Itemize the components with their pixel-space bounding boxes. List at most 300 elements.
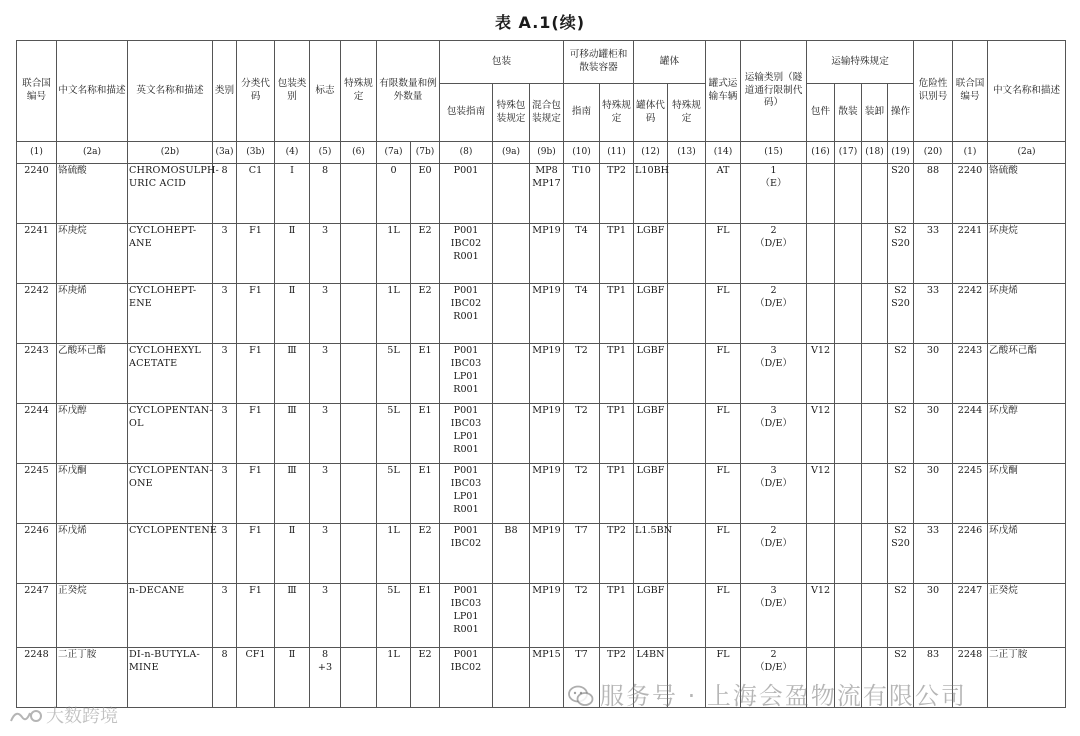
cell-ts-operation-line: S2 [894,345,907,356]
cell-name-cn-right: 环庚烷 [988,224,1066,284]
cell-pt-special: TP1 [600,284,634,344]
cell-hazard-id: 83 [914,648,953,708]
table-row [17,344,1066,404]
cell-packing-group: Ⅲ [275,404,310,464]
cell-name-en-line: ACETATE [129,357,178,369]
cell-pt-instr: T7 [564,648,600,708]
cell-transport-cat-line: 2 [770,225,777,236]
cell-pack-instr-line: IBC03 [450,357,482,369]
column-number: (9a) [493,142,530,164]
column-number: (16) [807,142,835,164]
cell-hazard-id: 33 [914,224,953,284]
cell-name-cn: 正癸烷 [57,584,128,648]
hdr-mixed-pack: 混合包装规定 [530,84,564,142]
cell-transport-cat [741,284,807,344]
cell-tank-special [668,464,706,524]
cell-ts-loading [862,344,888,404]
column-number: (17) [835,142,862,164]
cell-labels [310,648,341,708]
cell-pack-instr-line: R001 [453,503,479,515]
cell-pack-instr [440,224,493,284]
hdr-special-prov: 特殊规定 [341,41,377,142]
cell-name-en-line: CYCLOPENTAN- [129,465,213,476]
table-row [17,584,1066,648]
cell-tank-code: LGBF [634,284,668,344]
brand-logo-icon [8,707,46,725]
cell-name-en-line: URIC ACID [129,177,187,189]
cell-name-en [128,584,213,648]
cell-ts-package [807,224,835,284]
column-number: (7b) [411,142,440,164]
column-number: (2b) [128,142,213,164]
cell-pt-instr: T7 [564,524,600,584]
cell-name-cn-right: 环戊醇 [988,404,1066,464]
hdr-un-no-right: 联合国编号 [953,41,988,142]
hdr-class-code: 分类代码 [237,41,275,142]
cell-transport-cat [741,164,807,224]
column-number-row [17,142,1066,164]
cell-ts-operation-line: S2 [894,405,907,416]
cell-vehicle: AT [706,164,741,224]
watermark-publisher-text: 服务号 · 上海会盈物流有限公司 [600,682,967,710]
watermark-publisher [568,676,967,711]
cell-name-en-line: OL [129,417,144,429]
column-number: (11) [600,142,634,164]
cell-pack-instr-line: P001 [453,345,479,356]
cell-hazard-id: 30 [914,344,953,404]
cell-labels-line: 3 [321,285,329,296]
cell-mixed-pack-line: MP19 [532,345,561,356]
cell-pack-special [493,344,530,404]
cell-pack-instr [440,648,493,708]
cell-transport-cat [741,584,807,648]
cell-excepted-qty: E2 [411,284,440,344]
cell-ts-operation [888,524,914,584]
cell-un-no-right: 2247 [953,584,988,648]
cell-tank-code: LGBF [634,344,668,404]
column-number: (8) [440,142,493,164]
cell-un-no-right: 2246 [953,524,988,584]
cell-hazard-id: 88 [914,164,953,224]
cell-labels-line: 3 [321,465,329,476]
cell-excepted-qty: E0 [411,164,440,224]
cell-limited-qty: 1L [377,648,411,708]
cell-ts-operation-line: S20 [891,237,910,249]
cell-un-no: 2243 [17,344,57,404]
cell-mixed-pack [530,584,564,648]
cell-un-no: 2244 [17,404,57,464]
hdr-name-en: 英文名称和描述 [128,41,213,142]
cell-mixed-pack-line: MP19 [532,585,561,596]
cell-ts-package [807,524,835,584]
cell-name-cn-right: 环戊烯 [988,524,1066,584]
cell-ts-operation-line: S2 [894,649,907,660]
cell-special-prov [341,524,377,584]
cell-pack-special: B8 [493,524,530,584]
watermark-brand-text: 大数跨境 [46,706,118,727]
cell-labels [310,464,341,524]
cell-mixed-pack [530,464,564,524]
hdr-name-cn-right: 中文名称和描述 [988,41,1066,142]
cell-class-code: F1 [237,524,275,584]
cell-tank-code: LGBF [634,404,668,464]
cell-ts-bulk [835,584,862,648]
cell-ts-bulk [835,164,862,224]
cell-ts-bulk [835,344,862,404]
cell-transport-cat-line: （D/E） [754,477,793,489]
cell-limited-qty: 5L [377,344,411,404]
hdr-ts-loading: 装卸 [862,84,888,142]
cell-tank-special [668,224,706,284]
cell-ts-operation-line: S20 [891,165,910,176]
cell-pack-instr [440,584,493,648]
hdr-pack-special: 特殊包装规定 [493,84,530,142]
cell-pt-instr: T4 [564,284,600,344]
cell-tank-code: LGBF [634,584,668,648]
cell-pack-instr-line: P001 [453,649,479,660]
cell-un-no-right: 2244 [953,404,988,464]
cell-name-cn: 乙酸环己酯 [57,344,128,404]
cell-pack-special [493,404,530,464]
cell-labels [310,164,341,224]
hdr-packing-group: 包装类别 [275,41,310,142]
hdr-pt-special: 特殊规定 [600,84,634,142]
column-number: (1) [953,142,988,164]
cell-limited-qty: 1L [377,284,411,344]
cell-ts-operation [888,584,914,648]
cell-pt-special: TP2 [600,164,634,224]
cell-tank-code: LGBF [634,224,668,284]
cell-mixed-pack [530,284,564,344]
cell-name-en [128,164,219,224]
cell-hazard-id: 33 [914,284,953,344]
table-row [17,224,1066,284]
cell-limited-qty: 1L [377,224,411,284]
cell-limited-qty: 5L [377,464,411,524]
cell-pack-instr-line: R001 [453,623,479,635]
cell-name-en-line: CYCLOHEPT- [129,225,197,236]
cell-tank-special [668,584,706,648]
cell-name-en-line: ANE [129,237,152,249]
cell-pack-instr-line: IBC03 [450,597,482,609]
cell-name-cn: 环戊酮 [57,464,128,524]
cell-hazard-id: 33 [914,524,953,584]
cell-un-no-right: 2243 [953,344,988,404]
cell-ts-package: V12 [807,464,835,524]
cell-pack-instr [440,404,493,464]
cell-un-no-right: 2245 [953,464,988,524]
cell-labels [310,224,341,284]
cell-vehicle: FL [706,224,741,284]
cell-mixed-pack-line: MP19 [532,405,561,416]
cell-name-en-line: CYCLOPENTENE [129,525,218,536]
cell-pack-instr [440,464,493,524]
table-row [17,404,1066,464]
cell-ts-loading [862,224,888,284]
cell-pack-instr-line: P001 [453,585,479,596]
hdr-tank-special: 特殊规定 [668,84,706,142]
cell-excepted-qty: E1 [411,404,440,464]
cell-pt-special: TP2 [600,524,634,584]
cell-special-prov [341,164,377,224]
cell-un-no: 2246 [17,524,57,584]
cell-mixed-pack-line: MP15 [532,649,561,660]
cell-name-en [128,284,213,344]
cell-un-no-right: 2242 [953,284,988,344]
cell-transport-cat-line: 2 [770,649,777,660]
hdr-tank-code: 罐体代码 [634,84,668,142]
cell-class-code: F1 [237,584,275,648]
cell-vehicle: FL [706,648,741,708]
cell-un-no: 2241 [17,224,57,284]
cell-hazard-id: 30 [914,584,953,648]
hdr-limited-qty: 有限数量和例外数量 [377,41,440,142]
cell-mixed-pack [530,224,564,284]
cell-ts-operation-line: S2 [894,585,907,596]
cell-name-cn-right: 铬硫酸 [988,164,1066,224]
column-number: (14) [706,142,741,164]
cell-name-en-line: n-DECANE [129,585,185,596]
cell-class-code: F1 [237,224,275,284]
column-number: (6) [341,142,377,164]
cell-tank-code: L4BN [634,648,668,708]
cell-excepted-qty: E2 [411,524,440,584]
cell-ts-package [807,284,835,344]
cell-ts-bulk [835,404,862,464]
column-number: (18) [862,142,888,164]
cell-ts-operation [888,464,914,524]
cell-labels [310,344,341,404]
cell-transport-cat-line: （E） [760,177,787,189]
cell-excepted-qty: E1 [411,584,440,648]
hdr-un-no: 联合国编号 [17,41,57,142]
cell-transport-cat-line: （D/E） [754,297,793,309]
cell-transport-cat [741,344,807,404]
column-number: (2a) [57,142,128,164]
cell-name-cn-right: 环戊酮 [988,464,1066,524]
column-number: (19) [888,142,914,164]
cell-transport-cat-line: （D/E） [754,537,793,549]
cell-ts-package: V12 [807,344,835,404]
cell-name-en-line: CYCLOPENTAN- [129,405,213,416]
cell-ts-loading [862,524,888,584]
cell-un-no: 2245 [17,464,57,524]
cell-name-cn-right: 二正丁胺 [988,648,1066,708]
cell-pt-instr: T2 [564,464,600,524]
cell-limited-qty: 5L [377,404,411,464]
cell-mixed-pack [530,404,564,464]
cell-un-no-right: 2240 [953,164,988,224]
hdr-name-cn: 中文名称和描述 [57,41,128,142]
cell-mixed-pack-line: MP8 [535,165,558,176]
cell-vehicle: FL [706,464,741,524]
wechat-icon [568,685,594,707]
cell-pack-special [493,224,530,284]
column-number: (7a) [377,142,411,164]
cell-labels-line: 8 [321,649,329,660]
table-header [17,41,1066,164]
cell-name-en-line: MINE [129,661,159,673]
cell-pack-instr-line: P001 [453,465,479,476]
cell-ts-operation [888,344,914,404]
cell-pack-instr-line: IBC02 [450,661,482,673]
cell-excepted-qty: E2 [411,648,440,708]
cell-class-code: F1 [237,344,275,404]
cell-class: 3 [213,464,237,524]
hdr-transport-cat: 运输类别（隧道通行限制代码） [741,41,807,142]
cell-tank-code: LGBF [634,464,668,524]
cell-name-en [128,224,213,284]
table-body [17,164,1066,708]
cell-class: 3 [213,344,237,404]
cell-ts-bulk [835,224,862,284]
cell-pack-instr [440,344,493,404]
cell-class-code: CF1 [237,648,275,708]
cell-un-no: 2248 [17,648,57,708]
cell-pack-instr-line: LP01 [453,370,479,382]
cell-packing-group: Ⅱ [275,524,310,584]
cell-class: 8 [213,164,237,224]
cell-pack-instr-line: IBC03 [450,417,482,429]
cell-special-prov [341,648,377,708]
column-number: (2a) [988,142,1066,164]
cell-ts-operation [888,404,914,464]
cell-pack-instr-line: LP01 [453,610,479,622]
cell-pack-special [493,648,530,708]
cell-ts-operation-line: S2 [894,465,907,476]
cell-pack-special [493,284,530,344]
cell-pack-instr-line: R001 [453,310,479,322]
cell-ts-package: V12 [807,584,835,648]
cell-pt-special: TP1 [600,464,634,524]
cell-tank-code: L10BH [634,164,668,224]
cell-ts-operation-line: S2 [894,225,907,236]
cell-ts-loading [862,284,888,344]
cell-labels-line: 3 [321,525,329,536]
cell-mixed-pack-line: MP17 [532,177,561,189]
cell-hazard-id: 30 [914,464,953,524]
column-number: (5) [310,142,341,164]
cell-special-prov [341,464,377,524]
cell-mixed-pack [530,648,564,708]
cell-name-en [128,344,213,404]
cell-ts-loading [862,584,888,648]
column-number: (4) [275,142,310,164]
cell-ts-bulk [835,524,862,584]
cell-pack-instr-line: P001 [453,525,479,536]
cell-tank-code: L1.5BN [634,524,668,584]
cell-class: 8 [213,648,237,708]
column-number: (13) [668,142,706,164]
cell-ts-operation [888,164,914,224]
cell-transport-cat-line: 3 [770,345,777,356]
cell-name-en [128,648,213,708]
cell-pt-special: TP1 [600,584,634,648]
cell-transport-cat [741,404,807,464]
cell-ts-operation-line: S2 [894,285,907,296]
cell-name-en [128,464,213,524]
cell-name-cn-right: 环庚烯 [988,284,1066,344]
cell-transport-cat-line: 2 [770,285,777,296]
cell-packing-group: Ⅱ [275,648,310,708]
cell-name-en-line: ENE [129,297,153,309]
cell-pt-special: TP1 [600,224,634,284]
cell-ts-operation-line: S20 [891,297,910,309]
cell-pack-instr-line: IBC02 [450,297,482,309]
cell-transport-cat [741,224,807,284]
cell-special-prov [341,344,377,404]
column-number: (1) [17,142,57,164]
cell-labels-line: 3 [321,585,329,596]
cell-pt-special: TP2 [600,648,634,708]
cell-special-prov [341,284,377,344]
cell-class-code: F1 [237,284,275,344]
cell-labels [310,524,341,584]
cell-pack-instr-line: LP01 [453,430,479,442]
cell-packing-group: Ⅱ [275,224,310,284]
cell-labels-line: 3 [321,345,329,356]
cell-labels-line: 3 [321,225,329,236]
hdr-pt-instr: 指南 [564,84,600,142]
cell-transport-cat-line: （D/E） [754,597,793,609]
cell-mixed-pack-line: MP19 [532,525,561,536]
cell-labels-line: 8 [321,165,329,176]
hdr-transport-special: 运输特殊规定 [807,41,914,84]
column-number: (20) [914,142,953,164]
cell-mixed-pack [530,344,564,404]
cell-name-en [128,404,213,464]
cell-transport-cat [741,464,807,524]
cell-name-cn: 二正丁胺 [57,648,128,708]
cell-class-code: F1 [237,464,275,524]
cell-name-en-line: CYCLOHEXYL [129,345,201,356]
page-title: 表 A.1(续) [494,13,586,32]
table-row [17,464,1066,524]
cell-class-code: C1 [237,164,275,224]
hdr-ts-package: 包件 [807,84,835,142]
cell-pack-instr-line: IBC02 [450,237,482,249]
cell-labels [310,584,341,648]
cell-pack-instr-line: R001 [453,383,479,395]
cell-pack-instr [440,524,493,584]
cell-class-code: F1 [237,404,275,464]
cell-ts-loading [862,404,888,464]
cell-special-prov [341,404,377,464]
cell-pack-instr-line: P001 [453,165,479,176]
cell-class: 3 [213,224,237,284]
cell-transport-cat-line: （D/E） [754,237,793,249]
cell-name-cn-right: 乙酸环己酯 [988,344,1066,404]
cell-special-prov [341,584,377,648]
dangerous-goods-table [16,40,1066,708]
cell-vehicle: FL [706,404,741,464]
cell-packing-group: I [275,164,310,224]
cell-name-cn: 环戊醇 [57,404,128,464]
cell-packing-group: Ⅲ [275,584,310,648]
cell-limited-qty: 0 [377,164,411,224]
cell-un-no-right: 2248 [953,648,988,708]
hdr-vehicle: 罐式运输车辆 [706,41,741,142]
cell-class: 3 [213,524,237,584]
column-number: (3a) [213,142,237,164]
cell-pt-instr: T2 [564,344,600,404]
cell-labels-line: +3 [317,661,333,673]
cell-name-en-line: DI-n-BUTYLA- [129,649,200,660]
cell-un-no: 2242 [17,284,57,344]
cell-limited-qty: 5L [377,584,411,648]
cell-transport-cat [741,524,807,584]
table-row [17,524,1066,584]
